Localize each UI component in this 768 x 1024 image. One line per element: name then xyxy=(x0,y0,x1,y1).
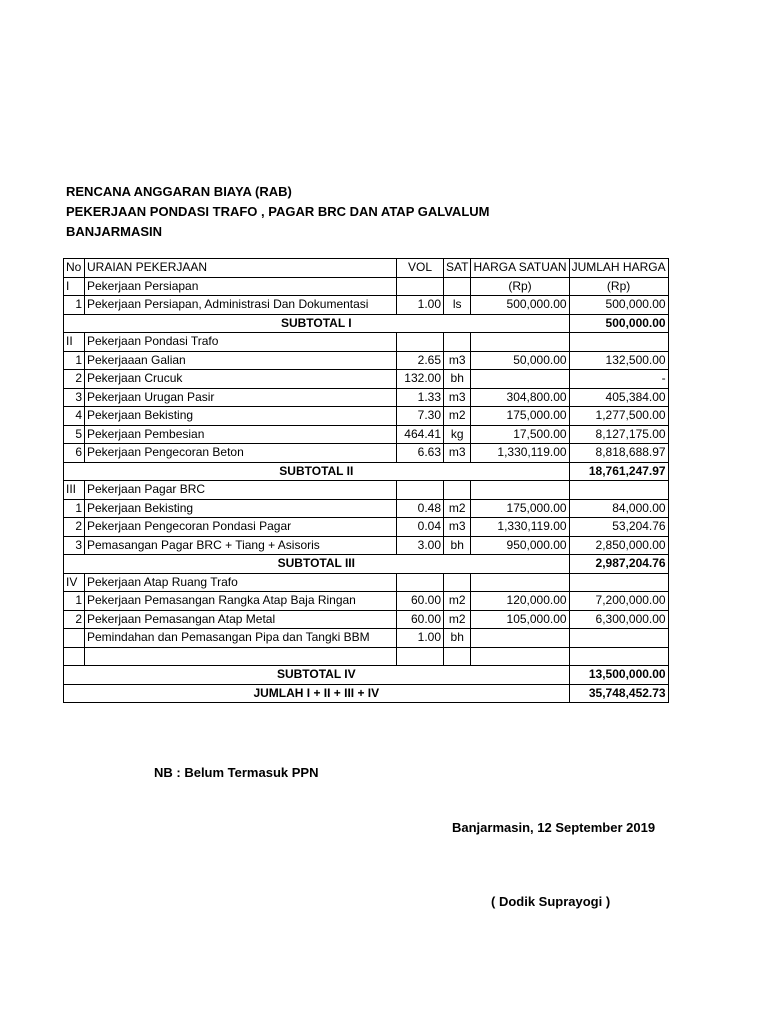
cell-uraian: Pekerjaan Pengecoran Beton xyxy=(85,444,397,463)
cell-uraian: Pekerjaan Pembesian xyxy=(85,425,397,444)
cell-jumlah-harga: 405,384.00 xyxy=(569,388,668,407)
cell-jumlah-harga xyxy=(569,573,668,592)
cell-uraian: Pekerjaan Bekisting xyxy=(85,499,397,518)
cell-vol: 3.00 xyxy=(397,536,444,555)
cell-uraian: Pekerjaaan Galian xyxy=(85,351,397,370)
cell-sat xyxy=(444,647,471,666)
cell-harga-satuan: 304,800.00 xyxy=(471,388,569,407)
table-row xyxy=(64,629,669,648)
table-row xyxy=(64,647,669,666)
cell-vol xyxy=(397,573,444,592)
cell-sat xyxy=(444,481,471,500)
cell-harga-satuan: 175,000.00 xyxy=(471,407,569,426)
cell-uraian: Pekerjaan Atap Ruang Trafo xyxy=(85,573,397,592)
cell-uraian: Pekerjaan Pagar BRC xyxy=(85,481,397,500)
cell-vol: 60.00 xyxy=(397,592,444,611)
cell-harga-satuan: 1,330,119.00 xyxy=(471,518,569,537)
cell-harga-satuan: 17,500.00 xyxy=(471,425,569,444)
cell-jumlah-harga: 2,850,000.00 xyxy=(569,536,668,555)
subtotal-value: 18,761,247.97 xyxy=(569,462,668,481)
cell-jumlah-harga xyxy=(569,333,668,352)
cell-no: 1 xyxy=(64,499,85,518)
cell-jumlah-harga xyxy=(569,481,668,500)
cell-no: III xyxy=(64,481,85,500)
subtotal-value: 13,500,000.00 xyxy=(569,666,668,685)
cell-harga-satuan: 105,000.00 xyxy=(471,610,569,629)
cell-vol: 1.33 xyxy=(397,388,444,407)
header-uraian: URAIAN PEKERJAAN xyxy=(85,259,397,278)
cell-no: 2 xyxy=(64,610,85,629)
cell-jumlah-harga xyxy=(569,647,668,666)
cell-no: 4 xyxy=(64,407,85,426)
cell-no: 5 xyxy=(64,425,85,444)
cell-jumlah-harga: 1,277,500.00 xyxy=(569,407,668,426)
subtotal-row xyxy=(64,462,669,481)
cell-uraian: Pekerjaan Urugan Pasir xyxy=(85,388,397,407)
cell-vol xyxy=(397,277,444,296)
cell-vol: 1.00 xyxy=(397,629,444,648)
cell-harga-satuan xyxy=(471,647,569,666)
cell-jumlah-harga: 53,204.76 xyxy=(569,518,668,537)
cell-no: 1 xyxy=(64,351,85,370)
cell-sat: m3 xyxy=(444,444,471,463)
cell-no: I xyxy=(64,277,85,296)
table-row xyxy=(64,296,669,315)
cell-harga-satuan: 175,000.00 xyxy=(471,499,569,518)
cell-uraian: Pekerjaan Pemasangan Atap Metal xyxy=(85,610,397,629)
cell-sat: m3 xyxy=(444,351,471,370)
place-date: Banjarmasin, 12 September 2019 xyxy=(452,820,656,835)
cell-jumlah-harga: 132,500.00 xyxy=(569,351,668,370)
table-row xyxy=(64,425,669,444)
cell-no: 3 xyxy=(64,536,85,555)
cell-harga-satuan xyxy=(471,333,569,352)
document-title: RENCANA ANGGARAN BIAYA (RAB) xyxy=(66,184,292,199)
cell-uraian: Pekerjaan Pondasi Trafo xyxy=(85,333,397,352)
subtotal-label: SUBTOTAL I xyxy=(64,314,570,333)
cell-uraian: Pekerjaan Pengecoran Pondasi Pagar xyxy=(85,518,397,537)
cell-harga-satuan: 120,000.00 xyxy=(471,592,569,611)
cell-jumlah-harga: 7,200,000.00 xyxy=(569,592,668,611)
note: NB : Belum Termasuk PPN xyxy=(154,765,319,780)
cell-sat: ls xyxy=(444,296,471,315)
cell-no: 1 xyxy=(64,296,85,315)
subtotal-value: 2,987,204.76 xyxy=(569,555,668,574)
cell-vol: 60.00 xyxy=(397,610,444,629)
cell-harga-satuan: 50,000.00 xyxy=(471,351,569,370)
section-row xyxy=(64,481,669,500)
cell-harga-satuan xyxy=(471,370,569,389)
table-row xyxy=(64,388,669,407)
cell-vol: 7.30 xyxy=(397,407,444,426)
cell-uraian xyxy=(85,647,397,666)
cell-no xyxy=(64,629,85,648)
table-row xyxy=(64,592,669,611)
cell-uraian: Pemasangan Pagar BRC + Tiang + Asisoris xyxy=(85,536,397,555)
cell-sat: m2 xyxy=(444,610,471,629)
cell-uraian: Pemindahan dan Pemasangan Pipa dan Tangki BBM xyxy=(85,629,397,648)
cell-uraian: Pekerjaan Persiapan xyxy=(85,277,397,296)
cell-vol: 1.00 xyxy=(397,296,444,315)
cell-vol xyxy=(397,647,444,666)
cell-jumlah-harga: 8,818,688.97 xyxy=(569,444,668,463)
cell-uraian: Pekerjaan Pemasangan Rangka Atap Baja Ringan xyxy=(85,592,397,611)
subtotal-value: 35,748,452.73 xyxy=(569,684,668,703)
cell-no: 2 xyxy=(64,370,85,389)
cell-sat: kg xyxy=(444,425,471,444)
cell-sat: m3 xyxy=(444,518,471,537)
cell-vol: 0.04 xyxy=(397,518,444,537)
cell-no xyxy=(64,647,85,666)
cell-sat: m2 xyxy=(444,499,471,518)
cell-no: II xyxy=(64,333,85,352)
cell-vol: 2.65 xyxy=(397,351,444,370)
section-row xyxy=(64,333,669,352)
signatory: ( Dodik Suprayogi ) xyxy=(491,894,611,909)
table-row xyxy=(64,370,669,389)
table-header-row xyxy=(64,259,669,278)
subtotal-value: 500,000.00 xyxy=(569,314,668,333)
cell-sat: m2 xyxy=(444,407,471,426)
cell-jumlah-harga: 8,127,175.00 xyxy=(569,425,668,444)
cell-no: 1 xyxy=(64,592,85,611)
table-row xyxy=(64,536,669,555)
cell-jumlah-harga: - xyxy=(569,370,668,389)
cell-sat: bh xyxy=(444,629,471,648)
table-row xyxy=(64,518,669,537)
header-vol: VOL xyxy=(397,259,444,278)
section-row xyxy=(64,573,669,592)
cell-jumlah-harga: 500,000.00 xyxy=(569,296,668,315)
cell-sat xyxy=(444,333,471,352)
cell-harga-satuan xyxy=(471,629,569,648)
cell-harga-satuan: 500,000.00 xyxy=(471,296,569,315)
cell-harga-satuan: 950,000.00 xyxy=(471,536,569,555)
cell-jumlah-harga: (Rp) xyxy=(569,277,668,296)
cell-no: IV xyxy=(64,573,85,592)
cell-vol xyxy=(397,333,444,352)
cell-vol: 132.00 xyxy=(397,370,444,389)
table-row xyxy=(64,499,669,518)
document-header xyxy=(66,182,489,242)
subtotal-row xyxy=(64,555,669,574)
cell-sat xyxy=(444,573,471,592)
cell-uraian: Pekerjaan Persiapan, Administrasi Dan Dokumentasi xyxy=(85,296,397,315)
subtotal-label: JUMLAH I + II + III + IV xyxy=(64,684,570,703)
header-no: No xyxy=(64,259,85,278)
cell-sat: m2 xyxy=(444,592,471,611)
subtotal-label: SUBTOTAL III xyxy=(64,555,570,574)
section-row xyxy=(64,277,669,296)
cell-vol: 6.63 xyxy=(397,444,444,463)
cell-harga-satuan xyxy=(471,573,569,592)
cell-jumlah-harga: 84,000.00 xyxy=(569,499,668,518)
header-sat: SAT xyxy=(444,259,471,278)
rab-table xyxy=(63,258,669,703)
cell-sat xyxy=(444,277,471,296)
cell-sat: bh xyxy=(444,370,471,389)
cell-harga-satuan: (Rp) xyxy=(471,277,569,296)
cell-vol: 0.48 xyxy=(397,499,444,518)
cell-harga-satuan xyxy=(471,481,569,500)
table-row xyxy=(64,444,669,463)
cell-no: 6 xyxy=(64,444,85,463)
cell-vol xyxy=(397,481,444,500)
header-jumlah-harga: JUMLAH HARGA xyxy=(569,259,668,278)
header-harga-satuan: HARGA SATUAN xyxy=(471,259,569,278)
subtotal-label: SUBTOTAL IV xyxy=(64,666,570,685)
location-title: BANJARMASIN xyxy=(66,224,163,239)
project-title: PEKERJAAN PONDASI TRAFO , PAGAR BRC DAN ATAP GALVALUM xyxy=(66,204,490,219)
cell-vol: 464.41 xyxy=(397,425,444,444)
subtotal-row xyxy=(64,666,669,685)
cell-sat: bh xyxy=(444,536,471,555)
table-row xyxy=(64,407,669,426)
subtotal-row xyxy=(64,684,669,703)
cell-jumlah-harga: 6,300,000.00 xyxy=(569,610,668,629)
cell-sat: m3 xyxy=(444,388,471,407)
subtotal-row xyxy=(64,314,669,333)
cell-no: 3 xyxy=(64,388,85,407)
table-row xyxy=(64,610,669,629)
cell-no: 2 xyxy=(64,518,85,537)
cell-harga-satuan: 1,330,119.00 xyxy=(471,444,569,463)
cell-jumlah-harga xyxy=(569,629,668,648)
table-row xyxy=(64,351,669,370)
cell-uraian: Pekerjaan Bekisting xyxy=(85,407,397,426)
subtotal-label: SUBTOTAL II xyxy=(64,462,570,481)
cell-uraian: Pekerjaan Crucuk xyxy=(85,370,397,389)
